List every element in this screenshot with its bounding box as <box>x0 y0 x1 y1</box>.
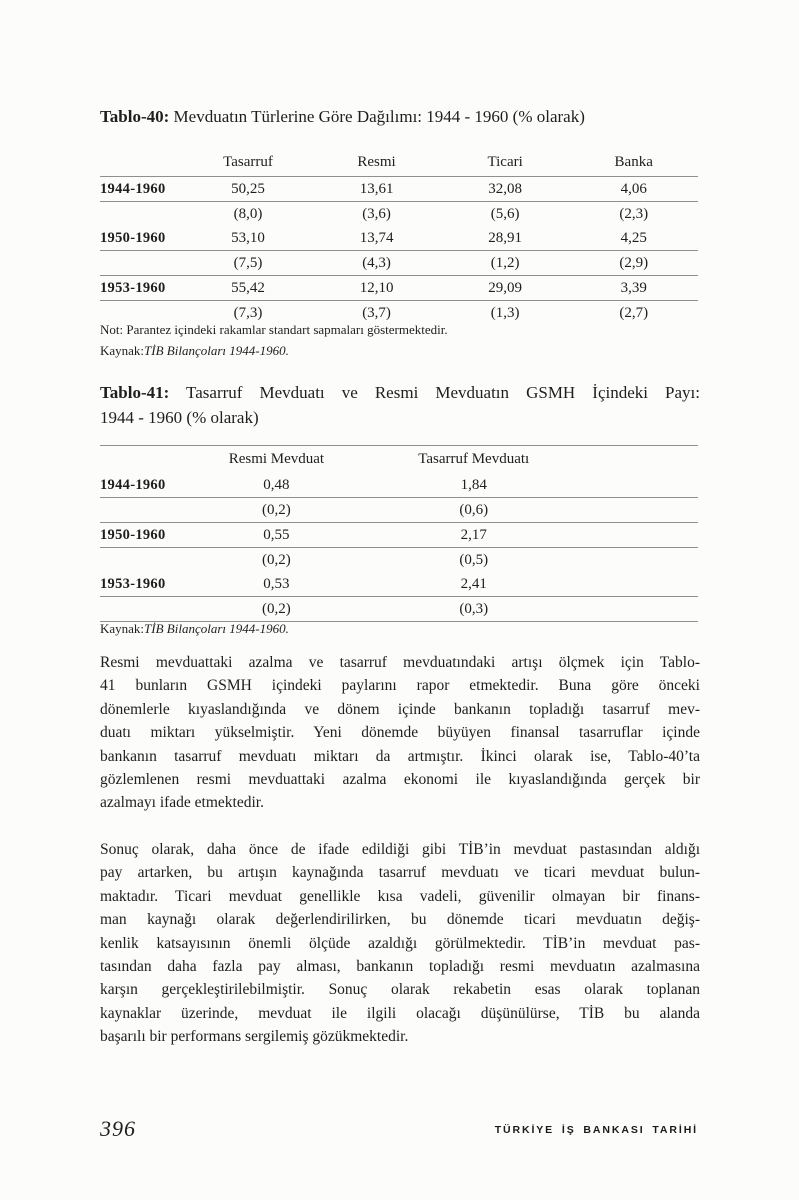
table-cell: (7,3) <box>233 304 263 321</box>
table-cell: 29,09 <box>441 276 570 301</box>
table41-title-line1 <box>100 380 700 405</box>
table-cell: (7,5) <box>184 251 313 276</box>
paragraph-line: Resmi mevduattaki azalma ve tasarruf mevduatındaki artışı ölçmek için Tablo- <box>100 654 700 671</box>
table-cell: 0,53 <box>178 572 375 597</box>
table-row <box>100 498 698 523</box>
table-row <box>100 251 698 276</box>
column-header: Tasarruf <box>184 149 313 177</box>
table41 <box>100 445 698 622</box>
table-cell: (0,3) <box>375 597 572 622</box>
spacer-cell <box>572 548 698 573</box>
paragraph-line: azalmayı ifade etmektedir. <box>100 794 264 812</box>
table-cell: (8,0) <box>233 205 263 222</box>
paragraph-line: man kaynağı olarak değerlendirilirken, bu dönemde ticari mevduatın değiş- <box>100 911 700 929</box>
table40-note: Not: Parantez içindeki rakamlar standart sapmaları göstermektedir. <box>100 322 448 337</box>
table-cell: (2,7) <box>619 304 649 321</box>
spacer-cell <box>572 572 698 597</box>
table-row <box>100 597 698 622</box>
table-row <box>100 276 698 301</box>
table40 <box>100 149 698 325</box>
table40-header-row <box>100 149 698 177</box>
row-label: 1953-1960 <box>100 572 178 597</box>
row-label: 1953-1960 <box>100 276 184 301</box>
table41-title <box>100 380 700 430</box>
table-cell: 13,61 <box>312 177 441 202</box>
row-label <box>100 548 178 573</box>
table-cell: 1,84 <box>375 473 572 498</box>
table-cell: (1,3) <box>490 304 520 321</box>
table-cell: 2,17 <box>375 523 572 548</box>
paragraph-line: karşın gerçekleştirilebilmiştir. Sonuç olarak rekabetin esas olarak toplanan <box>100 981 700 999</box>
paragraph-line: maktadır. Ticari mevduat genellikle kısa vadeli, güvenilir olmayan bir finans- <box>100 887 700 905</box>
table-cell: 55,42 <box>184 276 313 301</box>
table41-corner-cell <box>100 446 178 474</box>
table40-corner-cell <box>100 149 184 177</box>
row-label <box>100 251 184 276</box>
table-cell: 4,25 <box>569 226 698 251</box>
table-cell: 12,10 <box>312 276 441 301</box>
table41-title-text: Tasarruf Mevduatı ve Resmi Mevduatın GSMH İçindeki Payı: <box>186 383 700 402</box>
table-cell: 2,41 <box>375 572 572 597</box>
column-header: Ticari <box>441 149 570 177</box>
paragraph-line: bankanın tasarruf mevduatı miktarı da artmıştır. İkinci olarak ise, Tablo-40’ta <box>100 747 700 765</box>
paragraph-line: dönemlerle kıyaslandığında ve dönem içinde bankanın topladığı tasarruf mev- <box>100 700 700 718</box>
body-paragraph-2 <box>100 838 700 1049</box>
running-header: TÜRKİYE İŞ BANKASI TARİHİ <box>494 1124 698 1136</box>
column-header: Resmi Mevduat <box>178 446 375 474</box>
table-row <box>100 572 698 597</box>
table-cell: (2,3) <box>619 205 649 222</box>
table-row <box>100 226 698 251</box>
table-cell: (1,2) <box>441 251 570 276</box>
row-label: 1944-1960 <box>100 473 178 498</box>
source-text: TİB Bilançoları 1944-1960. <box>144 621 289 636</box>
source-label: Kaynak: <box>100 343 145 358</box>
table-row <box>100 177 698 202</box>
table-cell: 0,55 <box>178 523 375 548</box>
paragraph-line: 41 bunların GSMH içindeki paylarını rapor etmektedir. Buna göre önceki <box>100 677 700 695</box>
table-cell: (0,2) <box>178 597 375 622</box>
row-label: 1950-1960 <box>100 226 184 251</box>
column-header: Tasarruf Mevduatı <box>375 446 572 474</box>
table-cell: (0,2) <box>262 551 291 568</box>
source-label: Kaynak: <box>100 621 145 636</box>
table40-title <box>100 104 700 129</box>
source-text: TİB Bilançoları 1944-1960. <box>144 343 289 358</box>
table-row <box>100 202 698 227</box>
table-cell: 13,74 <box>312 226 441 251</box>
table-cell: (5,6) <box>490 205 520 222</box>
table-cell: 0,48 <box>178 473 375 498</box>
table41-header-row <box>100 446 698 474</box>
paragraph-line: gözlemlenen resmi mevduattaki azalma ekonomi ile kıyaslandığında gerçek bir <box>100 771 700 789</box>
table40-title-label: Tablo-40: <box>100 107 170 126</box>
column-header: Resmi <box>312 149 441 177</box>
table-cell: (0,2) <box>178 498 375 523</box>
row-label: 1950-1960 <box>100 523 178 548</box>
row-label <box>100 202 184 227</box>
table-row <box>100 523 698 548</box>
paragraph-line: kaynaklar üzerinde, mevduat ile ilgili olacağı düşünülürse, TİB bu alanda <box>100 1004 700 1022</box>
row-label: 1944-1960 <box>100 177 184 202</box>
paragraph-line: kenlik katsayısının önemli ölçüde azaldığı görülmektedir. TİB’in mevduat pas- <box>100 934 700 952</box>
paragraph-line: başarılı bir performans sergilemiş gözükmektedir. <box>100 1028 409 1046</box>
table40-source <box>100 342 700 359</box>
table-cell: 53,10 <box>184 226 313 251</box>
table-cell: (0,5) <box>459 551 489 568</box>
table-cell: (4,3) <box>312 251 441 276</box>
table-cell: (2,9) <box>569 251 698 276</box>
spacer-cell <box>572 523 698 548</box>
table41-title-line2: 1944 - 1960 (% olarak) <box>100 408 259 427</box>
spacer-cell <box>572 473 698 498</box>
paragraph-line: duatı miktarı yükselmiştir. Yeni dönemde büyüyen finansal tasarruflar içinde <box>100 724 700 742</box>
column-header: Banka <box>569 149 698 177</box>
paragraph-line: pay artarken, bu artışın kaynağında tasarruf mevduatı ve ticari mevduat bulun- <box>100 864 700 882</box>
table-cell: 32,08 <box>441 177 570 202</box>
table-cell: (3,6) <box>362 205 391 222</box>
spacer-cell <box>572 498 698 523</box>
row-label <box>100 597 178 622</box>
table-cell: 50,25 <box>184 177 313 202</box>
table-cell: (3,7) <box>362 304 391 321</box>
table-cell: 3,39 <box>569 276 698 301</box>
spacer-cell <box>572 446 698 474</box>
row-label <box>100 498 178 523</box>
table41-source <box>100 620 700 637</box>
table-cell: 28,91 <box>441 226 570 251</box>
table-row <box>100 548 698 573</box>
table-cell: 4,06 <box>569 177 698 202</box>
spacer-cell <box>572 597 698 622</box>
table-row <box>100 473 698 498</box>
paragraph-line: Sonuç olarak, daha önce de ifade edildiği gibi TİB’in mevduat pastasından aldığı <box>100 841 700 858</box>
table-cell: (0,6) <box>375 498 572 523</box>
page-number: 396 <box>100 1116 136 1141</box>
table40-title-text: Mevduatın Türlerine Göre Dağılımı: 1944 - 1960 (% olarak) <box>173 107 585 126</box>
table41-title-label: Tablo-41: <box>100 383 170 402</box>
paragraph-line: tasından daha fazla pay alması, bankanın topladığı resmi mevduatın azalmasına <box>100 958 700 976</box>
body-paragraph-1 <box>100 651 700 815</box>
